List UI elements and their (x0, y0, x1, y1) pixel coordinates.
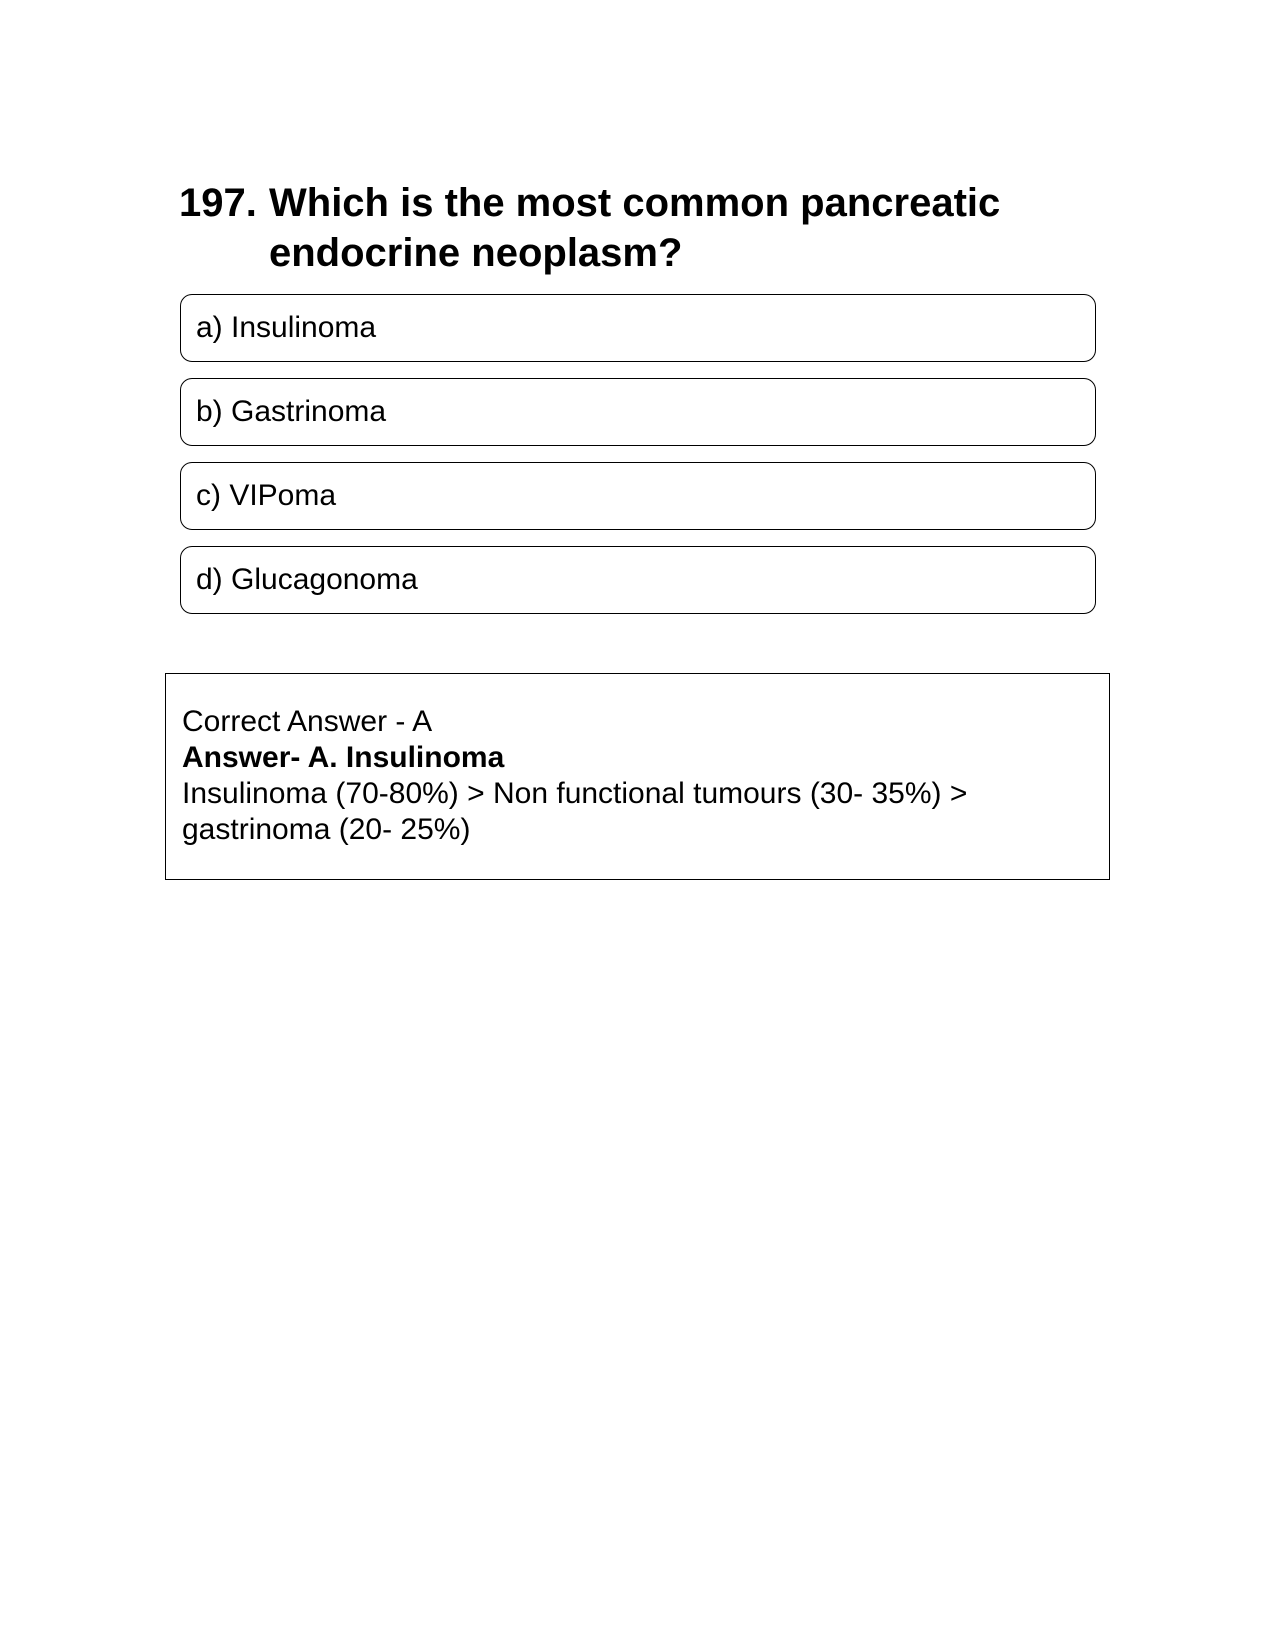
options-list (180, 294, 1096, 630)
option-b[interactable]: b) Gastrinoma (180, 378, 1096, 446)
answer-line: Answer- A. Insulinoma (182, 741, 505, 774)
question-heading (179, 178, 1099, 278)
correct-answer-line: Correct Answer - A (182, 705, 433, 738)
option-a[interactable]: a) Insulinoma (180, 294, 1096, 362)
option-d[interactable]: d) Glucagonoma (180, 546, 1096, 614)
question-number: 197. (179, 181, 257, 225)
answer-box (165, 673, 1110, 880)
option-c[interactable]: c) VIPoma (180, 462, 1096, 530)
question-text: Which is the most common pancreatic endocrine neoplasm? (269, 181, 1001, 275)
answer-explanation: Insulinoma (70-80%) > Non functional tumours (30- 35%) > gastrinoma (20- 25%) (182, 777, 968, 846)
